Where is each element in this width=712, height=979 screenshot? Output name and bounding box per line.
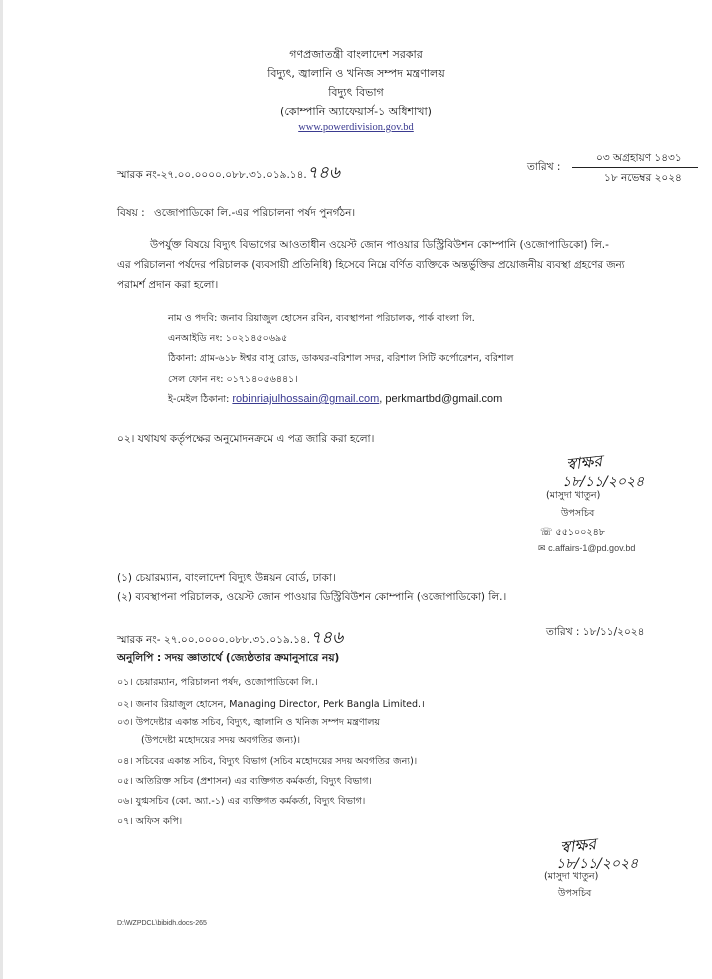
detail-email: [168, 393, 502, 408]
copy-item-3-note: (উপদেষ্টা মহোদয়ের সদয় অবগতির জন্য)।: [141, 735, 301, 746]
date-divider: [572, 167, 698, 168]
para2: ০২। যথাযথ কর্তৃপক্ষের অনুমোদনক্রমে এ পত্র জারি করা হলো।: [117, 433, 375, 445]
email-2: , perkmartbd@gmail.com: [379, 393, 503, 405]
memo2-ref: [117, 625, 343, 653]
para1-line2: এর পরিচালনা পর্ষদের পরিচালক (ব্যবসায়ী প্রতিনিধি) হিসেবে নিম্নে বর্ণিত ব্যক্তিকে অন্তর্ভুক্তির প্রয়োজনীয় ব্যবস্থা গ্রহণের জন্য: [117, 259, 625, 271]
subject-label: বিষয় :: [117, 207, 145, 219]
detail-email-label: ই-মেইল ঠিকানা:: [168, 394, 233, 405]
signature1-email: [538, 543, 635, 554]
header-ministry: বিদ্যুৎ, জ্বালানি ও খনিজ সম্পদ মন্ত্রণালয়: [267, 67, 445, 80]
subject: [117, 206, 355, 223]
page-edge: [0, 0, 3, 979]
copies-heading: অনুলিপি : সদয় জ্ঞাতার্থে (জ্যেষ্ঠতার ক্রমানুসারে নয়): [117, 652, 340, 664]
memo-ref-number: স্মারক নং-২৭.০০.০০০০.০৮৮.৩১.০১৯.১৪.: [117, 169, 307, 181]
recipient-1: (১) চেয়ারম্যান, বাংলাদেশ বিদ্যুৎ উন্নয়ন বোর্ড, ঢাকা।: [117, 572, 336, 584]
date-label: তারিখ :: [527, 161, 561, 173]
copy-item-7: ০৭। অফিস কপি।: [117, 816, 183, 827]
detail-name: নাম ও পদবি: জনাব রিয়াজুল হোসেন রবিন, ব্যবস্থাপনা পরিচালক, পার্ক বাংলা লি.: [168, 313, 475, 324]
signature2-date: ১৮/১১/২০২৪: [556, 856, 639, 872]
copy-item-3: ০৩। উপদেষ্টার একান্ত সচিব, বিদ্যুৎ, জ্বালানি ও খনিজ সম্পদ মন্ত্রণালয়: [117, 717, 381, 728]
signature2-title: উপসচিব: [558, 888, 592, 899]
detail-nid: এনআইডি নং: ১০২১৪৫০৬৯৫: [168, 333, 288, 344]
signature2-handwriting: স্বাক্ষর: [559, 834, 597, 857]
copy-item-1: ০১। চেয়ারম্যান, পরিচালনা পর্ষদ, ওজোপাডিকো লি.।: [117, 677, 318, 688]
signature1-email-address: c.affairs-1@pd.gov.bd: [548, 543, 636, 553]
email-link-1[interactable]: robinriajulhossain@gmail.com: [232, 393, 380, 405]
memo2-date: তারিখ : ১৮/১১/২০২৪: [546, 626, 645, 638]
date-bangla: ০৩ অগ্রহায়ণ ১৪৩১: [596, 152, 682, 164]
copy-item-6: ০৬। যুগ্মসচিব (কো. অ্যা.-১) এর ব্যক্তিগত কর্মকর্তা, বিদ্যুৎ বিভাগ।: [117, 796, 366, 807]
signature1-phone-number: ৫৫১০০২৪৮: [555, 527, 605, 538]
signature2-name: (মাসুদা খাতুন): [544, 871, 599, 882]
recipient-2: (২) ব্যবস্থাপনা পরিচালক, ওয়েস্ট জোন পাওয়ার ডিস্ট্রিবিউশন কোম্পানি (ওজোপাডিকো) লি.।: [117, 591, 507, 603]
subject-text: ওজোপাডিকো লি.-এর পরিচালনা পর্ষদ পুনর্গঠন।: [154, 207, 356, 219]
signature1-handwriting: স্বাক্ষর: [565, 451, 603, 474]
copy-item-4: ০৪। সচিবের একান্ত সচিব, বিদ্যুৎ বিভাগ (সচিব মহোদয়ের সদয় অবগতির জন্য)।: [117, 756, 418, 767]
header-govt: গণপ্রজাতন্ত্রী বাংলাদেশ সরকার: [289, 48, 423, 61]
signature1-name: (মাসুদা খাতুন): [546, 490, 601, 501]
website-link[interactable]: www.powerdivision.gov.bd: [298, 122, 414, 133]
para1-line3: পরামর্শ প্রদান করা হলো।: [117, 279, 219, 291]
copy-item-5: ০৫। অতিরিক্ত সচিব (প্রশাসন) এর ব্যক্তিগত কর্মকর্তা, বিদ্যুৎ বিভাগ।: [117, 776, 372, 787]
signature1-phone: [540, 526, 605, 541]
memo-ref: [117, 160, 340, 188]
memo2-ref-handwritten: ৭৪৬: [310, 628, 344, 648]
memo2-ref-number: স্মারক নং- ২৭.০০.০০০০.০৮৮.৩১.০১৯.১৪.: [117, 634, 311, 646]
detail-phone: সেল ফোন নং: ০১৭১৪০৫৬৪৪১।: [168, 374, 298, 385]
mail-icon: ✉: [538, 543, 546, 553]
footer-path: D:\WZPDCL\bibidh.docs-265: [117, 920, 207, 927]
header-wing: (কোম্পানি অ্যাফেয়ার্স-১ অধিশাখা): [280, 105, 432, 118]
signature1-date: ১৮/১১/২০২৪: [562, 474, 645, 490]
phone-icon: ☏: [540, 527, 553, 538]
header-division: বিদ্যুৎ বিভাগ: [328, 86, 384, 99]
signature1-title: উপসচিব: [561, 508, 595, 519]
detail-address: ঠিকানা: গ্রাম-৬১৮ ঈশ্বর বাসু রোড, ডাকঘর-বরিশাল সদর, বরিশাল সিটি কর্পোরেশন, বরিশাল: [168, 353, 514, 364]
header-website[interactable]: [0, 122, 712, 133]
date-english: ১৮ নভেম্বর ২০২৪: [604, 172, 682, 184]
memo-ref-handwritten: ৭৪৬: [306, 163, 340, 183]
copy-item-2: ০২। জনাব রিয়াজুল হোসেন, Managing Director, Perk Bangla Limited.।: [117, 699, 425, 710]
para1-line1: উপর্যুক্ত বিষয়ে বিদ্যুৎ বিভাগের আওতাধীন ওয়েস্ট জোন পাওয়ার ডিস্ট্রিবিউশন কোম্পানি (ওজোপাডিকো) লি.-: [150, 239, 609, 251]
